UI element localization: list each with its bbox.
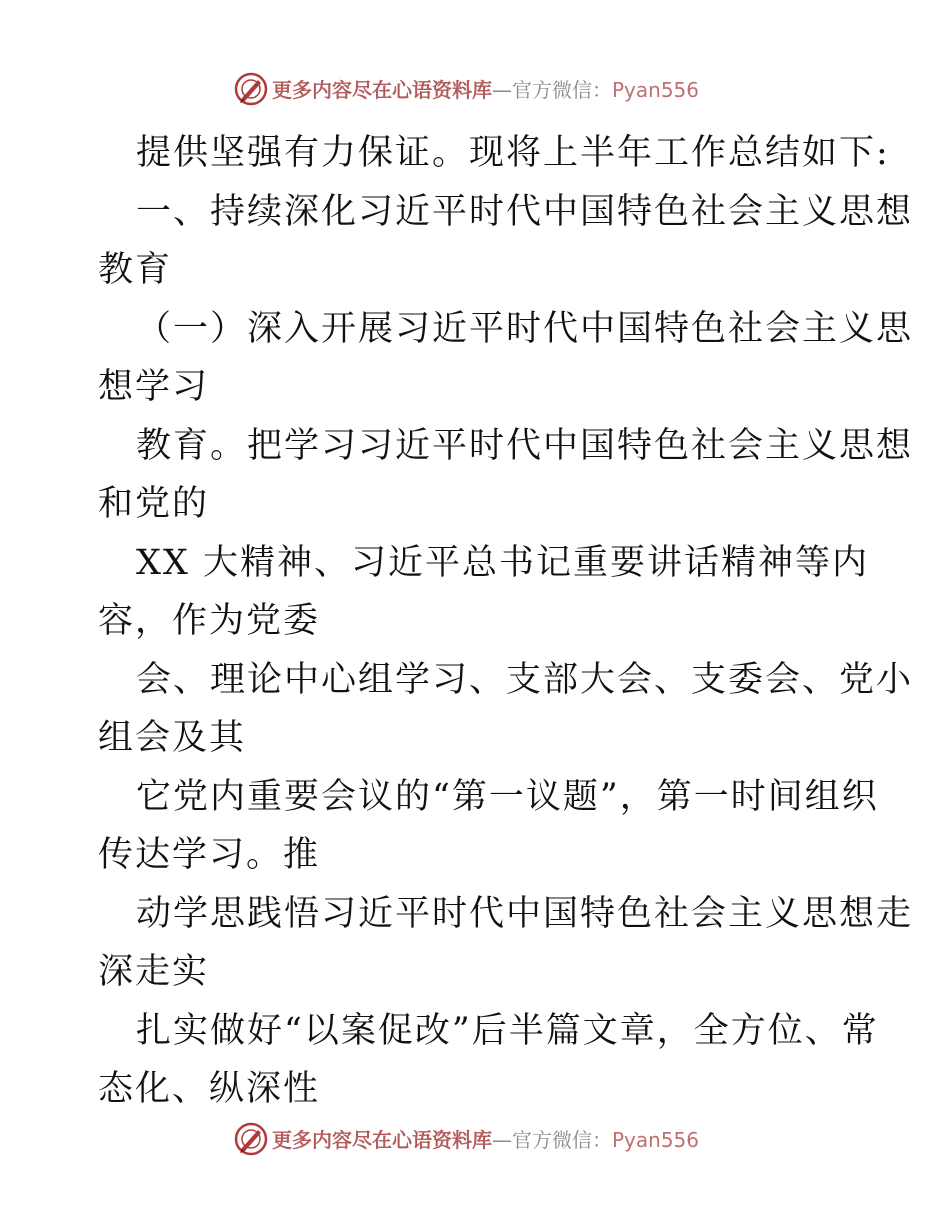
body-line: 扎实做好“以案促改”后半篇文章，全方位、常 xyxy=(136,1010,879,1051)
footer-wechat-label: 官方微信： xyxy=(512,1128,612,1152)
body-line: 教育 xyxy=(98,250,173,290)
body-line: 传达学习。推 xyxy=(98,835,321,875)
header-wechat-label: 官方微信： xyxy=(512,78,612,102)
body-line: 想学习 xyxy=(98,367,210,407)
body-line: XX 大精神、习近平总书记重要讲话精神等内 xyxy=(136,542,869,583)
footer-dash: — xyxy=(492,1128,512,1152)
body-line: 容，作为党委 xyxy=(98,601,321,641)
body-line: 它党内重要会议的“第一议题”，第一时间组织 xyxy=(136,776,879,817)
body-line: 会、理论中心组学习、支部大会、支委会、党小 xyxy=(136,659,914,700)
header-banner-text xyxy=(272,78,699,102)
footer-banner-text xyxy=(272,1128,699,1152)
header-account: Pyan556 xyxy=(612,78,700,102)
header-banner xyxy=(0,70,950,110)
body-line: 深走实 xyxy=(98,952,210,992)
footer-banner xyxy=(0,1120,950,1160)
body-line: 态化、纵深性 xyxy=(98,1069,321,1109)
body-line: 教育。把学习习近平时代中国特色社会主义思想 xyxy=(136,425,914,466)
body-line: 提供坚强有力保证。现将上半年工作总结如下: xyxy=(136,133,890,173)
body-line: 组会及其 xyxy=(98,718,247,758)
header-dash: — xyxy=(492,78,512,102)
pen-logo-icon xyxy=(234,72,268,106)
body-line: 一、持续深化习近平时代中国特色社会主义思想 xyxy=(136,191,914,232)
footer-account: Pyan556 xyxy=(612,1128,700,1152)
body-line: （一）深入开展习近平时代中国特色社会主义思 xyxy=(136,308,914,349)
pen-logo-icon xyxy=(234,1122,268,1156)
body-line: 动学思践悟习近平时代中国特色社会主义思想走 xyxy=(136,893,914,934)
body-line: 和党的 xyxy=(98,484,210,524)
document-body xyxy=(98,124,914,1119)
footer-site-text: 更多内容尽在心语资料库 xyxy=(272,1128,492,1152)
header-site-text: 更多内容尽在心语资料库 xyxy=(272,78,492,102)
